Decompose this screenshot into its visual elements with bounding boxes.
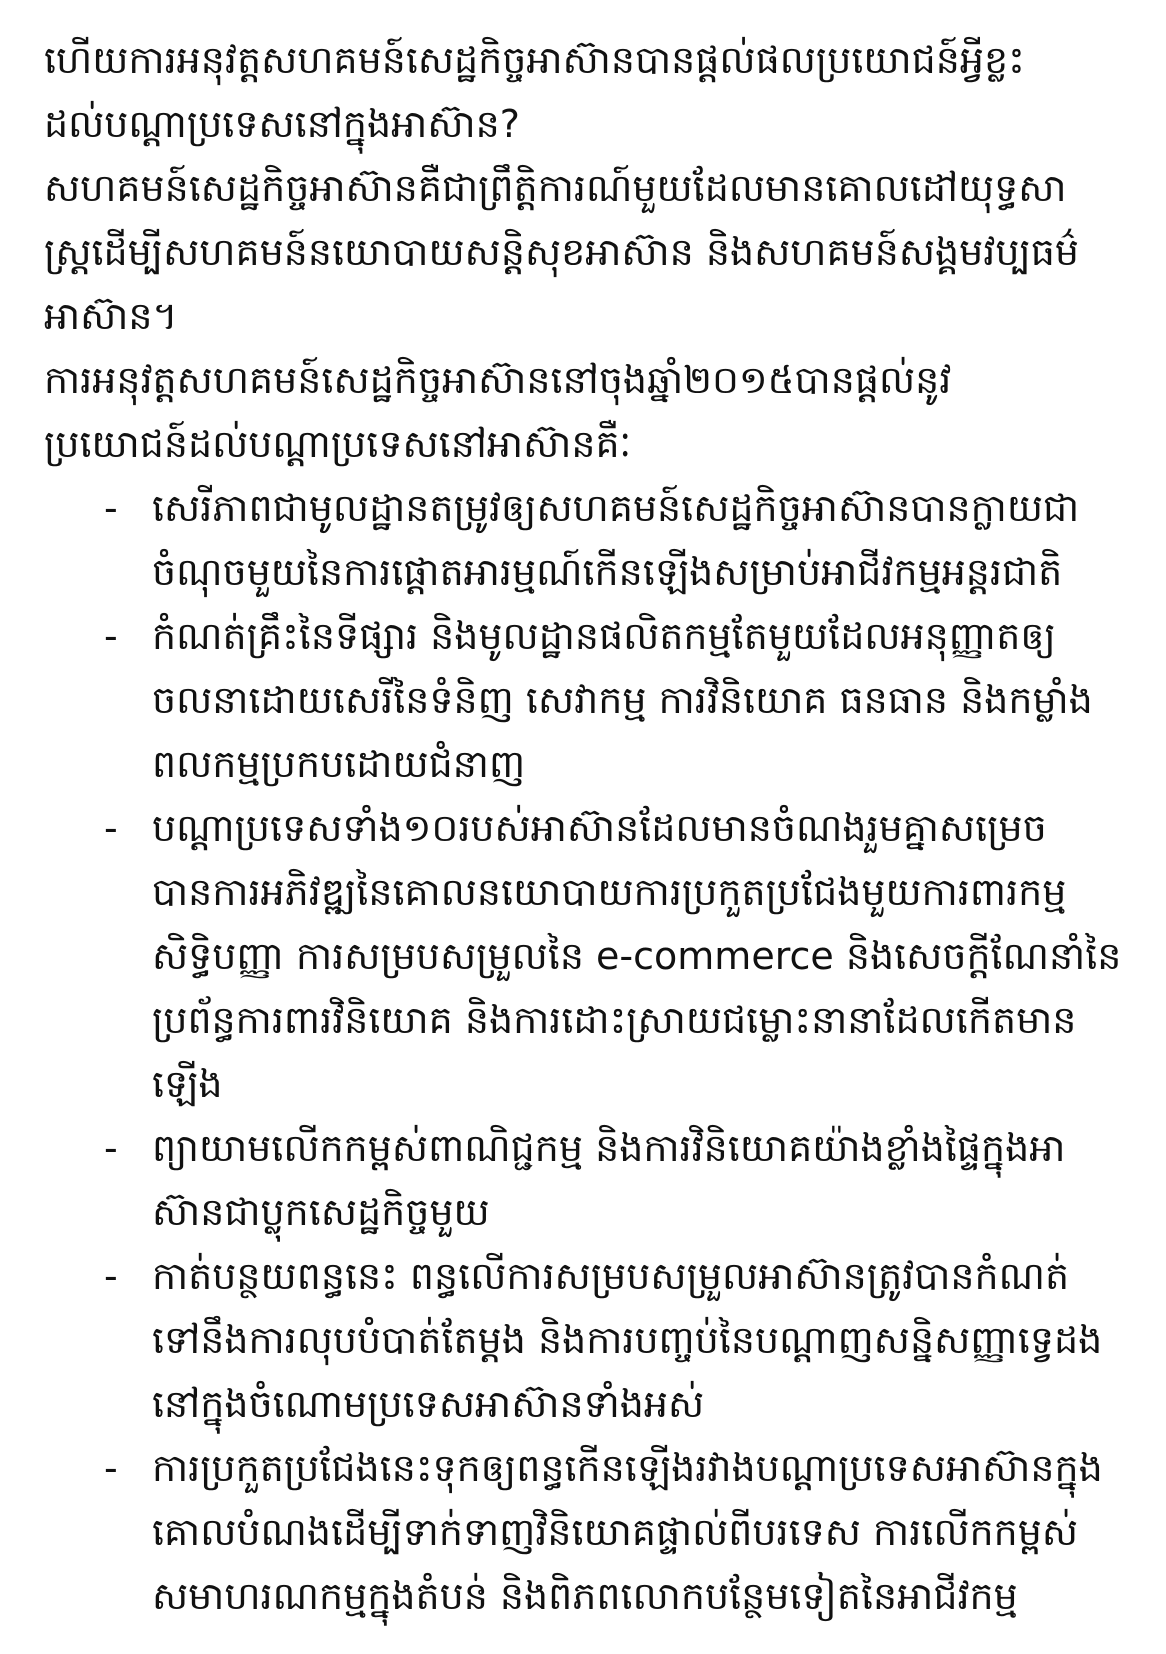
list-item-line: បណ្តាប្រទេសទាំង១០របស់អាស៊ានដែលមានចំណងរួមគ្នាសម្រេច	[152, 806, 1047, 850]
lead-paragraph	[44, 348, 1124, 476]
bullet-dash: -	[104, 806, 118, 850]
bullet-dash: -	[104, 1126, 118, 1170]
question-paragraph	[44, 28, 1124, 156]
list-item-line: ប្រព័ន្ធការពារវិនិយោគ និងការដោះស្រាយជម្លោះនានាដែលកើតមាន	[152, 998, 1077, 1042]
list-item-line: បានការអភិវឌ្ឍនៃគោលនយោបាយការប្រកួតប្រជែងមួយការពារកម្ម	[152, 870, 1067, 914]
list-item	[44, 476, 1124, 604]
lead-line: ការអនុវត្តសហគមន៍សេដ្ឋកិច្ចអាស៊ាននៅចុងឆ្នាំ២០១៥បានផ្តល់នូវ	[44, 358, 952, 402]
intro-paragraph	[44, 156, 1124, 348]
list-item-line: សមាហរណកម្មក្នុងតំបន់ និងពិភពលោកបន្ថែមទៀតនៃអាជីវកម្ម	[152, 1574, 1018, 1618]
bullet-dash: -	[104, 1254, 118, 1298]
bullet-dash: -	[104, 1446, 118, 1490]
intro-line: សហគមន៍សេដ្ឋកិច្ចអាស៊ានគឺជាព្រឹត្តិការណ៍មួយដែលមានគោលដៅយុទ្ធសា	[44, 166, 1067, 210]
intro-line: ស្ត្រដើម្បីសហគមន៍នយោបាយសន្តិសុខអាស៊ាន និងសហគមន៍សង្គមវប្បធម៌	[44, 230, 1079, 274]
list-item-line: ស៊ានជាប្លុកសេដ្ឋកិច្ចមួយ	[152, 1190, 490, 1234]
list-item	[44, 1244, 1124, 1436]
list-item-line: ព្យាយាមលើកកម្ពស់ពាណិជ្ជកម្ម និងការវិនិយោគយ៉ាងខ្លាំងផ្ទៃក្នុងអា	[152, 1126, 1066, 1170]
list-item-line: ទៅនឹងការលុបបំបាត់តែម្តង និងការបញ្ចប់នៃបណ្តាញសន្និសញ្ញាទ្វេដង	[152, 1318, 1103, 1362]
lead-line: ប្រយោជន៍ដល់បណ្តាប្រទេសនៅអាស៊ានគឺៈ	[44, 422, 632, 466]
list-item-line: គោលបំណងដើម្បីទាក់ទាញវិនិយោគផ្ទាល់ពីបរទេស ការលើកកម្ពស់	[152, 1510, 1079, 1554]
list-item-line: ចំណុចមួយនៃការផ្តោតអារម្មណ៍កើនឡើងសម្រាប់អាជីវកម្មអន្តរជាតិ	[152, 550, 1063, 594]
list-item-line: ពលកម្មប្រកបដោយជំនាញ	[152, 742, 526, 786]
list-item	[44, 604, 1124, 796]
intro-line: អាស៊ាន។	[44, 294, 178, 338]
list-item-line: កាត់បន្ថយពន្ធនេះ ពន្ធលើការសម្របសម្រួលអាស៊ានត្រូវបានកំណត់	[152, 1254, 1070, 1298]
bullet-dash: -	[104, 486, 118, 530]
question-line: ហើយការអនុវត្តសហគមន៍សេដ្ឋកិច្ចអាស៊ានបានផ្តល់ផលប្រយោជន៍អ្វីខ្លះ	[44, 38, 1025, 82]
list-item-line: ចលនាដោយសេរីនៃទំនិញ សេវាកម្ម ការវិនិយោគ ធនធាន និងកម្លាំង	[152, 678, 1093, 722]
list-item-line: កំណត់គ្រឹះនៃទីផ្សារ និងមូលដ្ឋានផលិតកម្មតែមួយដែលអនុញ្ញាតឲ្យ	[152, 614, 1056, 658]
list-item-line: សិទ្ធិបញ្ញា ការសម្របសម្រួលនៃ e-commerce និងសេចក្តីណែនាំនៃ	[152, 934, 1122, 978]
list-item-line: សេរីភាពជាមូលដ្ឋានតម្រូវឲ្យសហគមន៍សេដ្ឋកិច្ចអាស៊ានបានក្លាយជា	[152, 486, 1080, 530]
bullet-dash: -	[104, 614, 118, 658]
list-item-line: ឡើង	[152, 1062, 223, 1106]
benefits-list	[44, 476, 1124, 1628]
list-item	[44, 1436, 1124, 1628]
list-item-line: នៅក្នុងចំណោមប្រទេសអាស៊ានទាំងអស់	[152, 1382, 705, 1426]
question-line: ដល់បណ្តាប្រទេសនៅក្នុងអាស៊ាន?	[44, 102, 520, 146]
list-item	[44, 796, 1124, 1116]
document-page	[44, 28, 1124, 1628]
list-item	[44, 1116, 1124, 1244]
list-item-line: ការប្រកួតប្រជែងនេះទុកឲ្យពន្ធកើនឡើងរវាងបណ្តាប្រទេសអាស៊ានក្នុង	[152, 1446, 1103, 1490]
